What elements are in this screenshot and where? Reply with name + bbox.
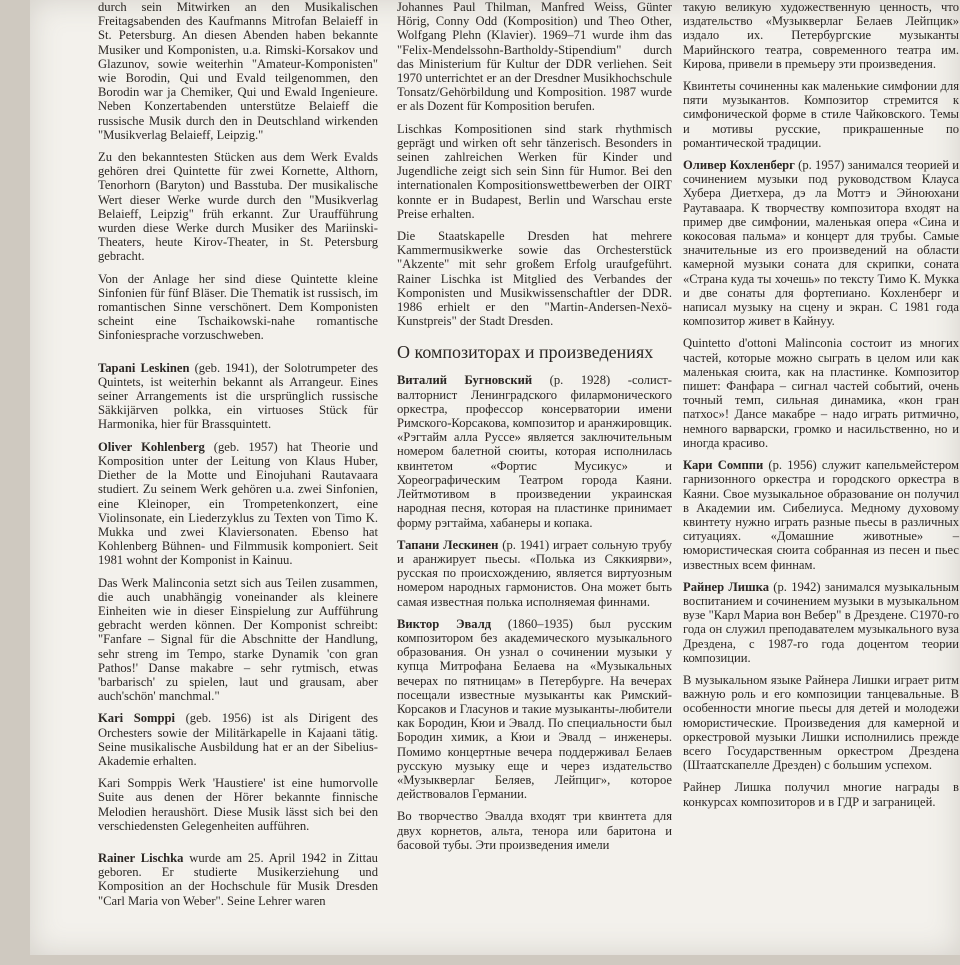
paragraph-text: wurde am 25. April 1942 in Zittau geboren. Er studierte Musikerziehung und Komposition an der Hochschule für Musik Dresden "Carl Maria von Weber". Seine Lehrer waren (98, 850, 378, 908)
paragraph (98, 776, 378, 833)
paragraph-text: Квинтеты сочиненны как маленькие симфонии для пяти музыкантов. Композитор стремится к симфонической форме в стиле Чайковского. Темы и мотивы русские, прикрашенные по романтической традиции. (683, 79, 959, 150)
paragraph-text: (р. 1941) играет сольную трубу и аранжирует пьесы. «Полька из Сяккиярви», русская по происхождению, является виртуозным номером народных гармонистов. Она может быть самая известная полька исполняемая финнами. (397, 537, 672, 609)
paragraph-text: Das Werk Malinconia setzt sich aus Teilen zusammen, die auch unabhängig voneinander als kleinere Einheiten wie in dieser Einspielung zur Aufführung gebracht werden können. Der Komponist schreibt: "Fanfare – Signal für die Abschnitte der Handlung, sehr streng im Tempo, starke Dynamik 'con gran Pathos!' Danse makabre – sehr rytmisch, etwas 'barbarisch' zu spielen, laut und grausam, aber auch'schön' manchmal." (98, 575, 378, 704)
paragraph-text: (geb. 1941), der Solotrumpeter des Quintets, ist weiterhin bekannt als Arrangeur. Eines seiner Arrangements ist die ursprünglich russische Säkkijärven polkka, ein virtuoses Stück für Harmonika, hier für Brassquintett. (98, 360, 379, 432)
paragraph-text: durch sein Mitwirken an den Musikalischen Freitagsabenden des Kaufmanns Mitrofan Belaieff in St. Petersburg. An diesen Abenden haben bekannte Musiker und Komponisten, u.a. Rimski-Korsakov und Glazunov, sowie weiterhin "Amateur-Komponisten" wie Borodin, Qui und Evald teilgenommen, den Borodin war ja Chemiker, Qui und Ewald Ingenieure. Neben Konzertabenden unterstütze Belaieff die russische Musik durch den in Deutschland wirkenden "Musikverlag Belaieff, Leipzig." (98, 0, 378, 142)
paragraph (397, 229, 672, 328)
paragraph-text: (geb. 1956) ist als Dirigent des Orchesters sowie der Militärkapelle in Kajaani tätig. Seine musikalische Ausbildung hat er an der Sibelius-Akademie erhalten. (98, 711, 378, 768)
paragraph-text: В музыкальном языке Райнера Лишки играет ритм важную роль и его композиции танцевальные. В особенности многие пьесы для детей и молодежи юмористические. Произведения для камерной и оркестровой музыки Лишки исполнились прежде всего Государственным оркестром Дрездена (Штаатскапелле Дрезден) с большим успехом. (683, 672, 959, 773)
paragraph (98, 150, 378, 264)
paragraph (397, 617, 672, 802)
paragraph (397, 809, 672, 852)
paragraph-text: Die Staatskapelle Dresden hat mehrere Kammermusikwerke sowie das Orchesterstück "Akzente" mit sehr großem Erfolg uraufgeführt. Rainer Lischka ist Mitglied des Verbandes der Komponisten und Musikwissenschaftler der DDR. 1986 erhielt er den "Martin-Andersen-Nexö-Kunstpreis" der Stadt Dresden. (397, 229, 672, 329)
section-heading-russian: О композиторах и произведениях (397, 342, 654, 363)
paragraph (683, 158, 959, 328)
paragraph-text: такую великую художественную ценность, что издательство «Музыкверлаг Белаев Лейпцик» издало их. Петербургские музыканты Марийнского театра, современного театра им. Кирова, привели в премьеру эти произведения. (683, 0, 959, 71)
paragraph (683, 780, 959, 808)
paragraph-text: (р. 1957) занимался теорией и сочинением музыки под руководством Клауса Хубера Диетхера, дэ ла Моттэ и Эйноюхани Раутаваара. К творчеству композитора входят на пример две симфонии, маленькая опера «Сина и кокосовая пальма» и концерт для трубы. Самые значительные из его произведений на области камерной музыки соната для скрипки, соната «Страна куда ты хочешь» по тексту Тимо К. Мукка и две сонаты для фортепиано. Кохленберг и написал музыку на сцену и экран. С 1981 года композитор живет в Кайнуу. (683, 158, 959, 329)
paragraph-text: Во творчество Эвалда входят три квинтета для двух корнетов, альта, тенора или баритона и басовой тубы. Эти произведения имели (397, 809, 672, 852)
paragraph (683, 336, 959, 450)
paragraph (98, 272, 378, 343)
paragraph-text: Lischkas Kompositionen sind stark rhythmisch geprägt und wirken oft sehr tänzerisch. Besonders in seinen zahlreichen Werken für Kinder und Jugendliche zeigt sich sein Sinn für Humor. Bei den internationalen Kompositionswettbewerben der OIRT konnte er in Budapest, Berlin und Warschau erste Preise erhalten. (397, 121, 672, 221)
paragraph (683, 673, 959, 772)
paragraph-text: (geb. 1957) hat Theorie und Komposition unter der Leitung von Klaus Huber, Diether de la Motte und Einojuhani Rautavaara studiert. Zu seinem Werk gehören u.a. zwei Sinfonien, eine Kleinoper, ein Trompetenkonzert, eine Violinsonate, ein Liederzyklus zu Texten von Timo K. Mukka und zwei Klaviersonaten. Ebenso hat Kohlenberg Bühnen- und Filmmusik komponiert. Seit 1981 wohnt der Komponist in Kainuu. (98, 439, 378, 568)
paragraph (683, 0, 959, 71)
paragraph (98, 851, 378, 908)
composer-name: Rainer Lischka (98, 850, 184, 865)
column-russian (683, 0, 959, 817)
paragraph (397, 122, 672, 221)
paragraph-text: Райнер Лишка получил многие награды в конкурсах композиторов и в ГДР и заграницей. (683, 780, 959, 809)
paragraph-text: (1860–1935) был русским композитором без академического музыкального образования. Он узнал о сочинении музыки у купца Митрофана Белаева на «Музыкальных вечерах по пятницам» в Петербурге. На вечерах посещали известные музыканты как Римский-Корсаков и Гласунов и такие музыканты-любители как Бородин, Кюи и Эвалд. По специальности был Бородин химик, а Кюи и Эвалд – инженеры. Помимо концертные вечера поддерживал Белаев русскую музыку еще и через издательство «Музыкверлаг Беляев, Лейпциг», которое действовалов Германии. (397, 616, 672, 802)
record-sleeve-back (30, 0, 960, 955)
composer-name: Виктор Эвалд (397, 616, 492, 631)
composer-name: Oliver Kohlenberg (98, 439, 205, 454)
composer-name: Райнер Лишка (683, 579, 770, 594)
paragraph (397, 0, 672, 114)
paragraph-text: (р. 1942) занимался музыкальным воспитанием и сочинением музыки в музыкальном вузе "Карл Мариа вон Вебер" в Дрездене. С1970-го года он служил преподавателем музыкального вуза Дрездена, с 1987-го года доцентом теории композиции. (683, 579, 959, 665)
composer-name: Оливер Кохленберг (683, 158, 795, 173)
composer-name: Tapani Leskinen (98, 360, 190, 375)
paragraph-text: Kari Somppis Werk 'Haustiere' ist eine humorvolle Suite aus denen der Hörer bekannte finnische Melodien heraushört. Diese Musik lässt sich bei den verschiedensten Gelegenheiten aufführen. (98, 776, 378, 833)
paragraph (98, 361, 378, 432)
paragraph (683, 458, 959, 572)
paragraph (98, 440, 378, 568)
paragraph-text: Quintetto d'ottoni Malinconia состоит из многих частей, которые можно сыграть в целом или как маленькая сюита, как на пластинке. Композитор пишет: Фанфара – сигнал частей событий, очень точный темп, сильная динамика, «кон гран патхос»! Дансе макабре – надо играть ритмично, немного варварски, громко и насильственно, но и иногда красиво. (683, 336, 959, 450)
composer-name: Кари Сомппи (683, 458, 764, 473)
paragraph (683, 79, 959, 150)
paragraph (397, 538, 672, 609)
paragraph-text: Johannes Paul Thilman, Manfred Weiss, Günter Hörig, Conny Odd (Komposition) und Theo Other, Wolfgang Plehn (Klavier). 1969–71 wurde ihm das "Felix-Mendelssohn-Bartholdy-Stipendium" durch das Ministerium für Kultur der DDR verliehen. Seit 1970 unterrichtet er an der Dresdner Musikhochschule Tonsatz/Gehörbildung und Komposition. 1987 wurde er als Dozent für Komposition berufen. (397, 0, 672, 114)
paragraph-text: (р. 1928) -солист-валторнист Ленинградского филармонического оркестра, профессор консерватории имени Римского-Корсакова, композитор и аранжировщик. «Рэгтайм алла Руссе» является заключительным номером балетной сюиты, которая исполнилась квинтетом «Фортис Мусикус» и Хореографическим Театром города Каяни. Лейтмотивом в произведении украинская народная песня, которая на пластинке принимает форму рэгтайма, хабанеры и копака. (397, 373, 672, 530)
paragraph (98, 576, 378, 704)
paragraph-text: Zu den bekanntesten Stücken aus dem Werk Evalds gehören drei Quintette für zwei Kornette, Althorn, Tenorhorn (Baryton) und Basstuba. Der musikalische Wert dieser Werke wurde durch den "Musikverlag Belaieff, Leipzig" früh erkannt. Zur Uraufführung wurden diese Werke durch Musiker des Mariinski-Theaters, heute Kirov-Theater, in St. Petersburg gebracht. (98, 150, 378, 264)
paragraph (683, 580, 959, 665)
paragraph-text: Von der Anlage her sind diese Quintette kleine Sinfonien für fünf Bläser. Die Thematik ist russisch, im romantischen Sinne verschönert. Dem Komponisten scheint eine Tschaikowski-nahe romantische Sinfoniesprache vorzuschweben. (98, 271, 378, 343)
paragraph (397, 373, 672, 529)
composer-name: Виталий Бугновский (397, 373, 533, 388)
paragraph (98, 0, 378, 142)
column-german (98, 0, 378, 916)
composer-name: Kari Somppi (98, 711, 176, 726)
paragraph (98, 711, 378, 768)
column-middle (397, 0, 672, 860)
composer-name: Тапани Лескинен (397, 537, 499, 552)
paragraph-text: (р. 1956) служит капельмейстером гарнизонного оркестра и городского оркестра в Каяни. Свое музыкальное образование он получил в Академии им. Сибелиуса. Медному духовому квинтету нужно играть разные пьесы в различных ситуациях. «Домашние животные» – юмористическая сюита собранная из песен и пьес известных всем финнам. (683, 458, 960, 572)
